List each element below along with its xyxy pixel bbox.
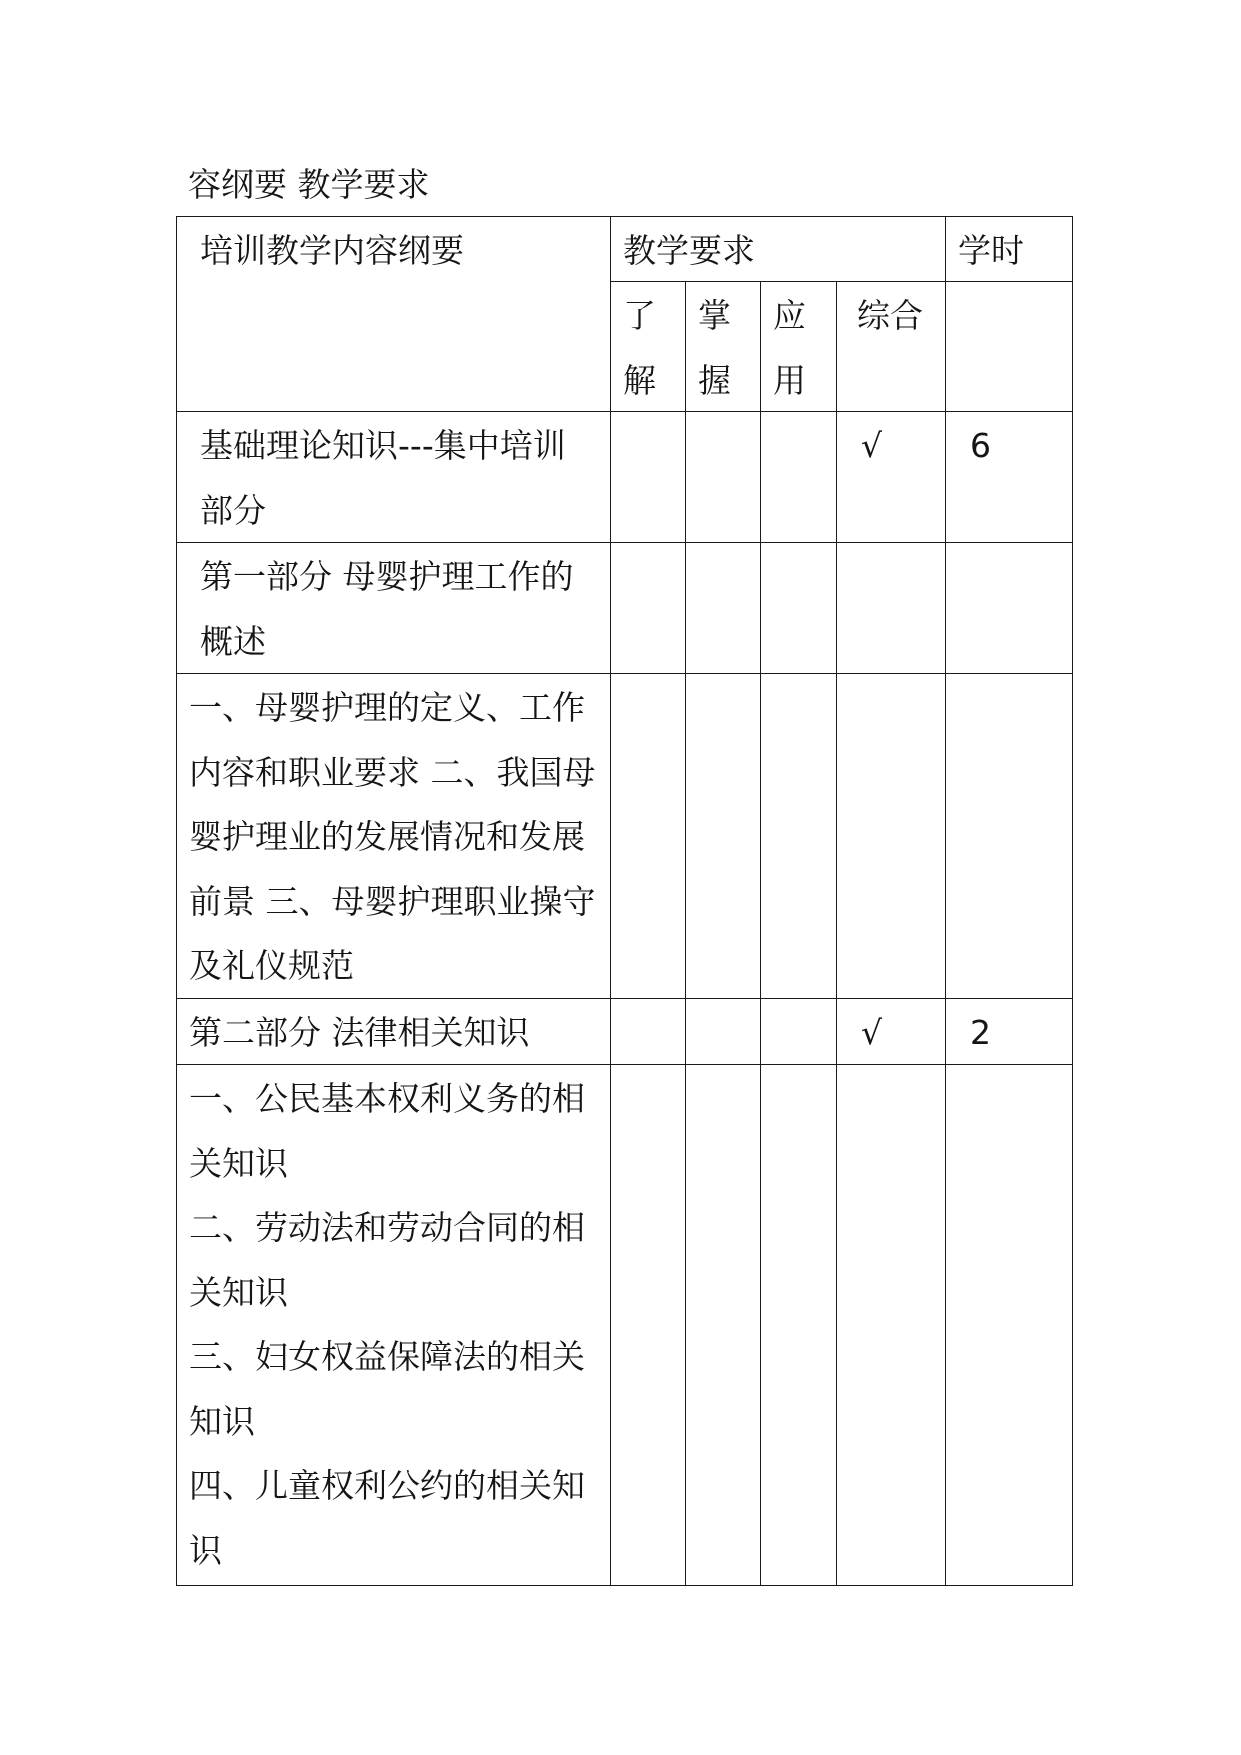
content-line: 前景 三、母婴护理职业操守: [189, 881, 596, 921]
training-syllabus-table: [176, 216, 1073, 1586]
hours-value: 6: [970, 426, 991, 465]
master-cell: [686, 999, 761, 1065]
content-line: 关知识: [189, 1272, 288, 1312]
content-line: 知识: [189, 1401, 255, 1441]
hours-cell: [946, 543, 1073, 674]
content-line: 关知识: [189, 1143, 288, 1183]
understand-cell: [611, 412, 686, 543]
comprehensive-cell: [837, 674, 946, 999]
header-level-comprehensive: [837, 282, 946, 412]
header-content-outline-label: 培训教学内容纲要: [200, 231, 464, 270]
master-cell: [686, 1065, 761, 1586]
content-cell: [177, 674, 611, 999]
comprehensive-cell: [837, 543, 946, 674]
header-level-apply: [761, 282, 837, 412]
header-level-master: [686, 282, 761, 412]
content-line: 内容和职业要求 二、我国母: [189, 752, 596, 792]
master-cell: [686, 412, 761, 543]
master-cell: [686, 674, 761, 999]
understand-cell: [611, 999, 686, 1065]
header-level-understand: [611, 282, 686, 412]
header-hours-label: 学时: [958, 231, 1024, 270]
comprehensive-cell: [837, 1065, 946, 1586]
understand-cell: [611, 1065, 686, 1586]
content-line: 四、儿童权利公约的相关知: [189, 1466, 585, 1505]
apply-cell: [761, 674, 837, 999]
header-hours-blank: [946, 282, 1073, 412]
master-cell: [686, 543, 761, 674]
hours-value: 2: [970, 1013, 991, 1052]
apply-cell: [761, 999, 837, 1065]
content-line: 一、母婴护理的定义、工作: [189, 688, 585, 727]
comprehensive-cell: [837, 999, 946, 1065]
content-cell: [177, 999, 611, 1065]
page-heading: 容纲要 教学要求: [188, 165, 430, 204]
header-teaching-requirements: [611, 217, 946, 282]
understand-cell: [611, 674, 686, 999]
hours-cell: [946, 1065, 1073, 1586]
content-line: 识: [189, 1530, 222, 1570]
header-level-understand-label: 了解: [623, 296, 656, 400]
header-level-comprehensive-label: 综合: [857, 296, 923, 335]
header-level-master-label: 掌握: [698, 296, 731, 400]
content-line: 第二部分 法律相关知识: [189, 1013, 530, 1052]
apply-cell: [761, 543, 837, 674]
content-line: 概述: [200, 621, 266, 661]
apply-cell: [761, 412, 837, 543]
understand-cell: [611, 543, 686, 674]
content-cell: [177, 543, 611, 674]
header-teaching-requirements-label: 教学要求: [623, 231, 755, 270]
checkmark: √: [861, 426, 883, 465]
content-cell: [177, 1065, 611, 1586]
hours-cell: [946, 674, 1073, 999]
content-line: 婴护理业的发展情况和发展: [189, 817, 585, 856]
content-line: 部分: [200, 490, 266, 530]
header-hours: [946, 217, 1073, 282]
content-cell: [177, 412, 611, 543]
content-line: 第一部分 母婴护理工作的: [200, 557, 574, 596]
content-line: 基础理论知识---集中培训: [200, 426, 566, 465]
apply-cell: [761, 1065, 837, 1586]
content-line: 及礼仪规范: [189, 946, 354, 985]
comprehensive-cell: [837, 412, 946, 543]
content-line: 三、妇女权益保障法的相关: [189, 1337, 585, 1376]
hours-cell: [946, 999, 1073, 1065]
hours-cell: [946, 412, 1073, 543]
content-line: 一、公民基本权利义务的相: [189, 1079, 585, 1118]
content-line: 二、劳动法和劳动合同的相: [189, 1208, 585, 1247]
header-level-apply-label: 应用: [773, 296, 806, 400]
checkmark: √: [861, 1013, 883, 1052]
header-content-outline: [177, 217, 611, 412]
